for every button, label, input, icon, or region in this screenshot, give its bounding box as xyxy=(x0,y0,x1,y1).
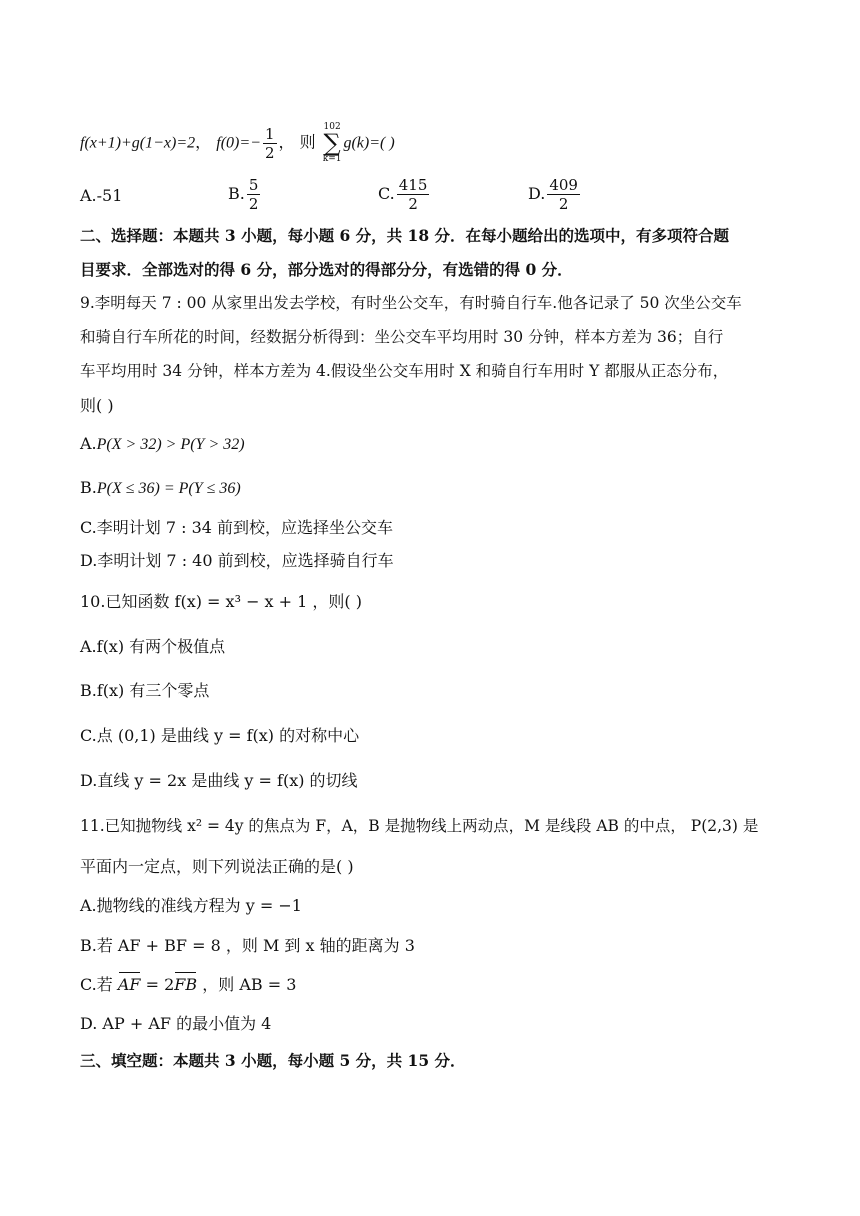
q9-stem-line1: 9.李明每天 7 : 00 从家里出发去学校，有时坐公交车，有时骑自行车.他各记录了 50 次坐公交车 xyxy=(80,294,742,312)
section-3-heading: 三、填空题：本题共 3 小题，每小题 5 分，共 15 分． xyxy=(80,1051,466,1070)
q8-cond-b-fraction: $\frac{1}{2}$ xyxy=(264,124,275,162)
q8-option-d: D. $\frac{409}{2}$ xyxy=(528,176,578,213)
q11-option-c: C.若 AF = 2FB ，则 AB = 3 xyxy=(80,975,297,994)
q11-stem-line1: 11.已知抛物线 x² = 4y 的焦点为 F，A，B 是抛物线上两动点，M 是线段 AB 的中点， P(2,3) 是 xyxy=(80,817,759,835)
q9-stem-line4: 则( ) xyxy=(80,396,114,415)
q8-option-b: B. $\frac{5}{2}$ xyxy=(228,176,259,213)
q10-option-d: D.直线 y = 2x 是曲线 y = f(x) 的切线 xyxy=(80,771,358,790)
section-2-heading-line1: 二、选择题：本题共 3 小题，每小题 6 分，共 18 分．在每小题给出的选项中，有多项符合题 xyxy=(80,226,730,245)
q8-cond-b: f(0)=− xyxy=(216,134,261,152)
q8-option-a: A.-51 xyxy=(80,186,123,205)
q9-stem-line3: 车平均用时 34 分钟，样本方差为 4.假设坐公交车用时 X 和骑自行车用时 Y 都服从正态分布， xyxy=(80,362,729,380)
q8-sum-expr: g(k)=( ) xyxy=(343,134,395,152)
q11-option-b: B.若 AF + BF = 8 ，则 M 到 x 轴的距离为 3 xyxy=(80,936,415,955)
q9-option-c: C.李明计划 7 : 34 前到校，应选择坐公交车 xyxy=(80,518,394,537)
q8-option-c: C. $\frac{415}{2}$ xyxy=(378,176,428,213)
vector-af: AF xyxy=(117,975,141,994)
q10-stem: 10.已知函数 f(x) = x³ − x + 1 ，则( ) xyxy=(80,592,362,611)
q9-stem-line2: 和骑自行车所花的时间，经数据分析得到：坐公交车平均用时 30 分钟，样本方差为 36；自行 xyxy=(80,328,724,346)
q10-option-b: B.f(x) 有三个零点 xyxy=(80,681,210,700)
q9-option-b: B.P(X ≤ 36) = P(Y ≤ 36) xyxy=(80,478,241,497)
q11-option-d: D. AP + AF 的最小值为 4 xyxy=(80,1014,272,1033)
section-2-heading-line2: 目要求．全部选对的得 6 分，部分选对的得部分分，有选错的得 0 分． xyxy=(80,260,573,279)
vector-fb: FB xyxy=(174,975,198,994)
q10-option-a: A.f(x) 有两个极值点 xyxy=(80,637,226,656)
q8-cond-a: f(x+1)+g(1−x)=2 xyxy=(80,134,196,152)
q11-stem-line2: 平面内一定点，则下列说法正确的是( ) xyxy=(80,857,354,876)
q11-option-a: A.抛物线的准线方程为 y = −1 xyxy=(80,896,302,915)
q9-option-d: D.李明计划 7 : 40 前到校，应选择骑自行车 xyxy=(80,551,394,570)
q10-option-c: C.点 (0,1) 是曲线 y = f(x) 的对称中心 xyxy=(80,726,360,745)
q8-summation: 102 ∑ k=1 xyxy=(322,122,342,164)
q9-option-a: A.P(X > 32) > P(Y > 32) xyxy=(80,434,245,453)
q8-condition-line: f(x+1)+g(1−x)=2， f(0)=− $\frac{1}{2}$ ， 则 102 ∑ k=1 g(k)=( ) xyxy=(80,122,395,164)
